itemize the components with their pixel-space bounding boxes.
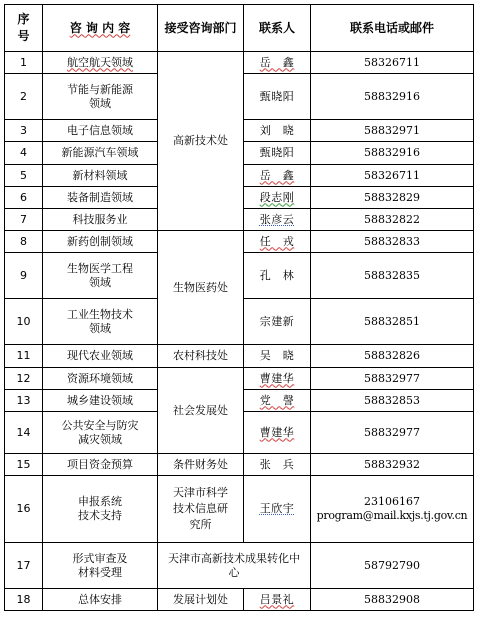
- row-no: 12: [5, 368, 43, 390]
- table-row: [5, 589, 474, 611]
- row-phone: 58832908: [311, 589, 474, 611]
- row-topic: 城乡建设领域: [43, 390, 158, 412]
- row-no: 18: [5, 589, 43, 611]
- row-dept: 天津市高新技术成果转化中心: [158, 543, 311, 589]
- row-topic: 新药创制领域: [43, 231, 158, 253]
- row-phone: 58832916: [311, 142, 474, 165]
- row-phone: 58832851: [311, 299, 474, 345]
- row-phone: 58832916: [311, 74, 474, 120]
- row-topic: 总体安排: [43, 589, 158, 611]
- row-topic: 新材料领域: [43, 165, 158, 187]
- table-row: [5, 52, 474, 74]
- row-topic: 装备制造领域: [43, 187, 158, 209]
- row-dept: 发展计划处: [158, 589, 244, 611]
- row-contact: 甄晓阳: [244, 74, 311, 120]
- row-dept: 高新技术处: [158, 52, 244, 231]
- row-topic: 新能源汽车领域: [43, 142, 158, 165]
- row-no: 11: [5, 345, 43, 368]
- row-no: 9: [5, 253, 43, 299]
- row-contact: 吴 晓: [244, 345, 311, 368]
- row-contact: 任 戎: [244, 231, 311, 253]
- row-contact: 张彦云: [244, 209, 311, 231]
- row-topic: 生物医学工程 领域: [43, 253, 158, 299]
- row-phone: 58832853: [311, 390, 474, 412]
- row-contact: 张 兵: [244, 454, 311, 476]
- row-phone: 58832932: [311, 454, 474, 476]
- header-phone: 联系电话或邮件: [311, 5, 474, 52]
- row-phone: 58832829: [311, 187, 474, 209]
- row-topic: 航空航天领域: [43, 52, 158, 74]
- row-contact: 吕景礼: [244, 589, 311, 611]
- row-no: 8: [5, 231, 43, 253]
- consultation-contact-table: [4, 4, 474, 611]
- row-contact: 岳 鑫: [244, 165, 311, 187]
- row-dept: 条件财务处: [158, 454, 244, 476]
- row-phone: [311, 476, 474, 543]
- row-topic: 申报系统 技术支持: [43, 476, 158, 543]
- header-topic: 咨 询 内 容: [43, 5, 158, 52]
- row-no: 1: [5, 52, 43, 74]
- row-topic: 形式审查及 材料受理: [43, 543, 158, 589]
- row-phone: 58792790: [311, 543, 474, 589]
- row-contact: 甄晓阳: [244, 142, 311, 165]
- row-phone: 58326711: [311, 52, 474, 74]
- row-contact: 刘 晓: [244, 120, 311, 142]
- row-contact: 孔 林: [244, 253, 311, 299]
- row-no: 7: [5, 209, 43, 231]
- table-row: [5, 368, 474, 390]
- row-topic: 现代农业领域: [43, 345, 158, 368]
- row-no: 16: [5, 476, 43, 543]
- row-dept: 天津市科学 技术信息研 究所: [158, 476, 244, 543]
- phone-number: 23106167: [364, 495, 420, 508]
- row-phone: 58832977: [311, 412, 474, 454]
- row-no: 13: [5, 390, 43, 412]
- email-address[interactable]: program@mail.kxjs.tj.gov.cn: [316, 509, 468, 522]
- row-topic: 科技服务业: [43, 209, 158, 231]
- row-no: 4: [5, 142, 43, 165]
- row-topic: 工业生物技术 领域: [43, 299, 158, 345]
- row-topic: 公共安全与防灾 减灾领域: [43, 412, 158, 454]
- row-phone: 58832826: [311, 345, 474, 368]
- table-row: [5, 543, 474, 589]
- table-header-row: [5, 5, 474, 52]
- row-no: 3: [5, 120, 43, 142]
- row-contact: 曹建华: [244, 368, 311, 390]
- row-no: 6: [5, 187, 43, 209]
- row-contact: 段志刚: [244, 187, 311, 209]
- row-topic: 节能与新能源 领域: [43, 74, 158, 120]
- table-row: [5, 454, 474, 476]
- row-phone: 58832977: [311, 368, 474, 390]
- row-phone: 58832971: [311, 120, 474, 142]
- row-phone: 58832833: [311, 231, 474, 253]
- row-no: 10: [5, 299, 43, 345]
- row-phone: 58326711: [311, 165, 474, 187]
- row-phone: 58832835: [311, 253, 474, 299]
- row-dept: 生物医药处: [158, 231, 244, 345]
- row-contact: 王欣宇: [244, 476, 311, 543]
- header-dept: 接受咨询部门: [158, 5, 244, 52]
- contact-table-container: [4, 4, 474, 611]
- row-no: 17: [5, 543, 43, 589]
- header-no: 序号: [5, 5, 43, 52]
- row-dept: 社会发展处: [158, 368, 244, 454]
- row-contact: 宗建新: [244, 299, 311, 345]
- row-contact: 岳 鑫: [244, 52, 311, 74]
- row-no: 14: [5, 412, 43, 454]
- row-topic: 资源环境领域: [43, 368, 158, 390]
- header-contact: 联系人: [244, 5, 311, 52]
- row-topic: 电子信息领域: [43, 120, 158, 142]
- row-contact: 党 謦: [244, 390, 311, 412]
- row-contact: 曹建华: [244, 412, 311, 454]
- table-row: [5, 476, 474, 543]
- row-topic: 项目资金预算: [43, 454, 158, 476]
- table-row: [5, 231, 474, 253]
- row-dept: 农村科技处: [158, 345, 244, 368]
- row-no: 5: [5, 165, 43, 187]
- row-no: 2: [5, 74, 43, 120]
- row-no: 15: [5, 454, 43, 476]
- row-phone: 58832822: [311, 209, 474, 231]
- table-row: [5, 345, 474, 368]
